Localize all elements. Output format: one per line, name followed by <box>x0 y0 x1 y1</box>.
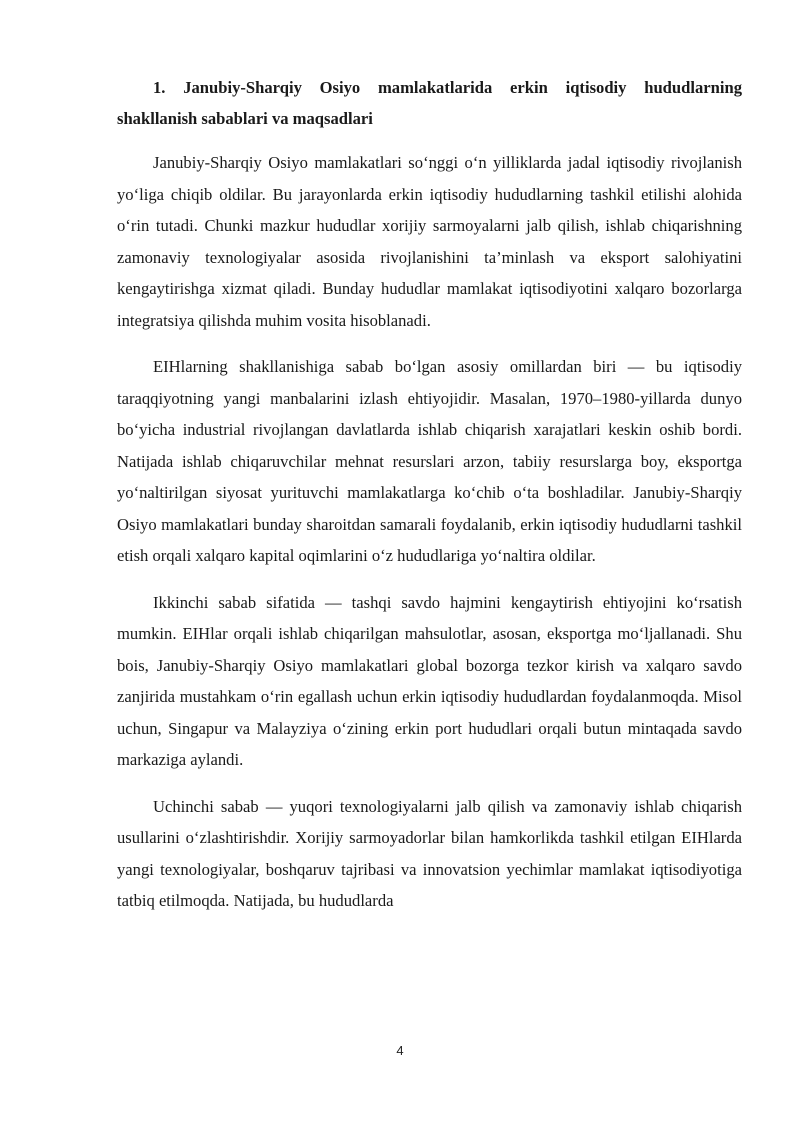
page-number: 4 <box>396 1043 404 1058</box>
paragraph-4: Uchinchi sabab — yuqori texnologiyalarni jalb qilish va zamonaviy ishlab chiqarish usullarini o‘zlashtirishdir. Xorijiy sarmoyadorlar bilan hamkorlikda tashkil etilgan EIHlarda yangi texnologiyalar, boshqaruv tajribasi va innovatsion yechimlar mamlakat iqtisodiyotiga tatbiq etilmoqda. Natijada, bu hududlarda <box>117 796 742 910</box>
spacer <box>117 776 742 791</box>
document-page <box>117 72 742 917</box>
section-heading: 1. Janubiy-Sharqiy Osiyo mamlakatlarida erkin iqtisodiy hududlarning shakllanish sabablari va maqsadlari <box>117 78 742 128</box>
spacer <box>117 336 742 351</box>
paragraph-1: Janubiy-Sharqiy Osiyo mamlakatlari so‘nggi o‘n yilliklarda jadal iqtisodiy rivojlanish yo‘liga chiqib oldilar. Bu jarayonlarda erkin iqtisodiy hududlarning tashkil etilishi alohida o‘rin tutadi. Chunki mazkur hududlar xorijiy sarmoyalarni jalb qilish, ishlab chiqarishning zamonaviy texnologiyalar asosida rivojlanishini ta’minlash va eksport salohiyatini kengaytirishga xizmat qiladi. Bunday hududlar mamlakat iqtisodiyotini xalqaro bozorlarga integratsiya qilishda muhim vosita hisoblanadi. <box>117 153 742 330</box>
paragraph-2: EIHlarning shakllanishiga sabab bo‘lgan asosiy omillardan biri — bu iqtisodiy taraqqiyotning yangi manbalarini izlash ehtiyojidir. Masalan, 1970–1980-yillarda dunyo bo‘yicha industrial rivojlangan davlatlarda ishlab chiqarish xarajatlari keskin oshib bordi. Natijada ishlab chiqaruvchilar mehnat resurslari arzon, tabiiy resurslarga boy, eksportga yo‘naltirilgan siyosat yurituvchi mamlakatlarga ko‘chib o‘ta boshladilar. Janubiy-Sharqiy Osiyo mamlakatlari bunday sharoitdan samarali foydalanib, erkin iqtisodiy hududlarni tashkil etish orqali xalqaro kapital oqimlarini o‘z hududlariga yo‘naltira oldilar. <box>117 357 742 565</box>
spacer <box>117 572 742 587</box>
spacer <box>117 134 742 147</box>
paragraph-3: Ikkinchi sabab sifatida — tashqi savdo hajmini kengaytirish ehtiyojini ko‘rsatish mumkin. EIHlar orqali ishlab chiqarilgan mahsulotlar, asosan, eksportga mo‘ljallanadi. Shu bois, Janubiy-Sharqiy Osiyo mamlakatlari global bozorga tezkor kirish va xalqaro savdo zanjirida mustahkam o‘rin egallash uchun erkin iqtisodiy hududlardan foydalanmoqda. Misol uchun, Singapur va Malayziya o‘zining erkin port hududlari orqali butun mintaqada savdo markaziga aylandi. <box>117 592 742 769</box>
